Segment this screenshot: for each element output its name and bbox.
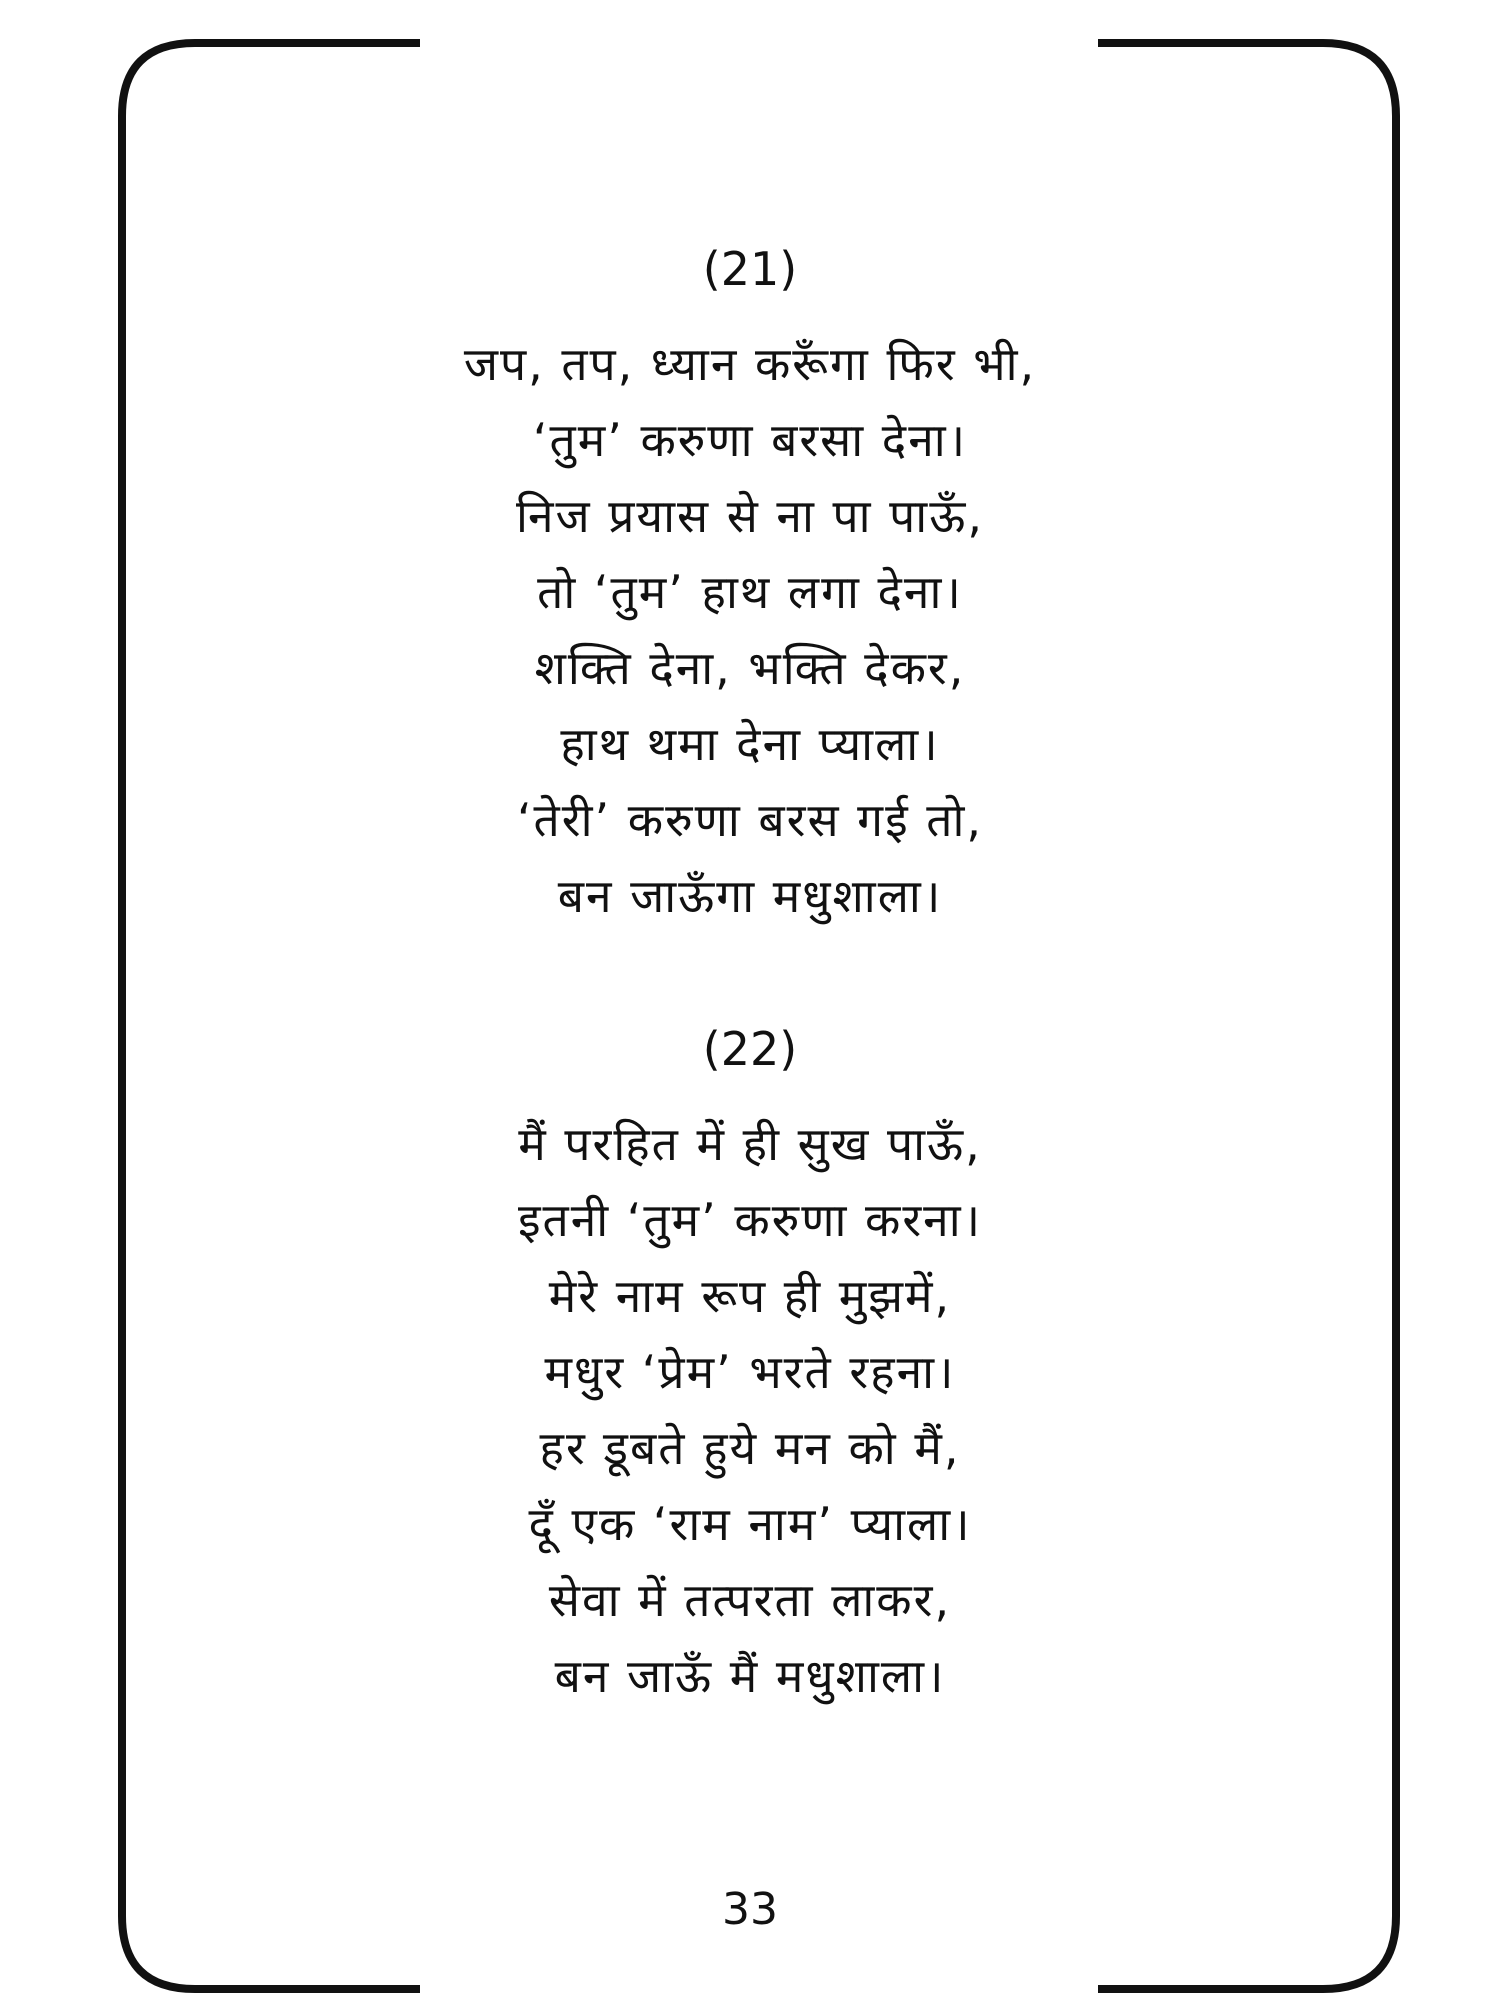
stanza-22 [120, 1012, 1380, 1714]
verse-line: बन जाऊँगा मधुशाला। [557, 869, 943, 923]
verse-line: मधुर ‘प्रेम’ भरते रहना। [544, 1345, 956, 1399]
verse-line: जप, तप, ध्यान करूँगा फिर भी, [463, 337, 1037, 391]
verse-line: इतनी ‘तुम’ करुणा करना। [517, 1193, 983, 1247]
verse-line: हाथ थमा देना प्याला। [560, 717, 940, 771]
verse-line: शक्ति देना, भक्ति देकर, [534, 641, 966, 695]
verse-line: बन जाऊँ मैं मधुशाला। [554, 1649, 946, 1703]
verse-line: मेरे नाम रूप ही मुझमें, [548, 1269, 952, 1323]
verse-line: ‘तेरी’ करुणा बरस गई तो, [516, 793, 984, 847]
verse-line: मैं परहित में ही सुख पाऊँ, [518, 1117, 982, 1171]
verse-line: हर डूबते हुये मन को मैं, [539, 1421, 961, 1475]
verse-line: निज प्रयास से ना पा पाऊँ, [516, 489, 984, 543]
stanza-21 [120, 232, 1380, 934]
stanza-number: (21) [702, 242, 798, 296]
verse-line: सेवा में तत्परता लाकर, [548, 1573, 952, 1627]
stanza-number: (22) [702, 1022, 798, 1076]
page-number: 33 [722, 1884, 778, 1935]
verse-line: दूँ एक ‘राम नाम’ प्याला। [528, 1497, 972, 1551]
verse-line: तो ‘तुम’ हाथ लगा देना। [537, 565, 963, 619]
verse-line: ‘तुम’ करुणा बरसा देना। [532, 413, 968, 467]
